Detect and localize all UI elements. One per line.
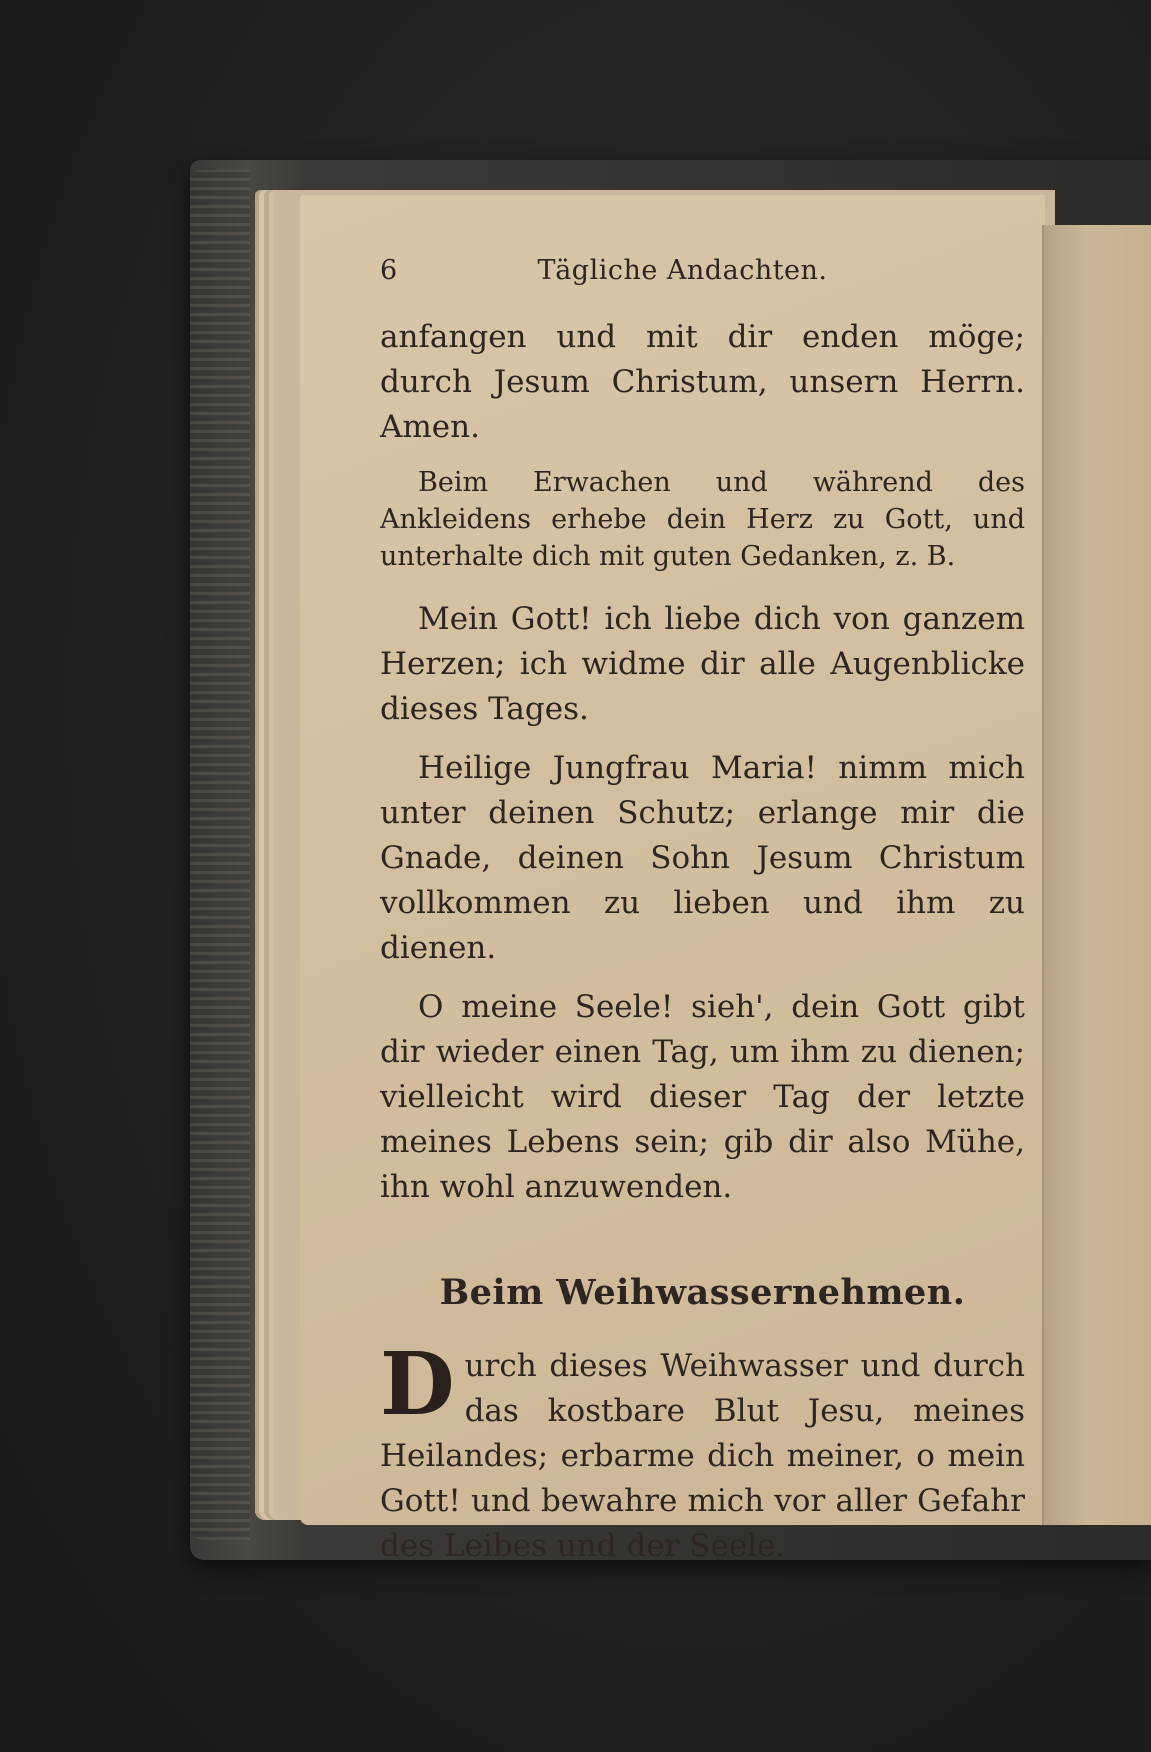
- paragraph-3: Mein Gott! ich liebe dich von ganzem Herzen; ich widme dir alle Augenblicke dieses Tages.: [380, 601, 1025, 727]
- section-paragraph: [380, 1334, 1025, 1569]
- page-header: [380, 255, 1025, 315]
- paragraph-4: Heilige Jungfrau Maria! nimm mich unter deinen Schutz; erlange mir die Gnade, deinen Sohn Jesum Christum vollkommen zu lieben und ihm zu dienen.: [380, 750, 1025, 966]
- drop-cap: D: [380, 1334, 455, 1435]
- section-text: urch dieses Weihwasser und durch das kostbare Blut Jesu, meines Heilandes; erbarme dich meiner, o mein Gott! und bewahre mich vor aller Gefahr des Leibes und der Seele.: [380, 1348, 1025, 1564]
- paragraph-5: O meine Seele! sieh', dein Gott gibt dir wieder einen Tag, um ihm zu dienen; vielleicht wird dieser Tag der letzte meines Lebens sein; gib dir also Mühe, ihn wohl anzuwenden.: [380, 989, 1025, 1205]
- page-text: [380, 255, 1025, 1600]
- facing-page-edge: [1042, 225, 1151, 1525]
- book-spine: [190, 170, 250, 1540]
- page-number: 6: [380, 255, 398, 286]
- paragraph-2: Beim Erwachen und während des Ankleidens erhebe dein Herz zu Gott, und unterhalte dich mit guten Gedanken, z. B.: [380, 467, 1025, 572]
- section-heading: Beim Weihwassernehmen.: [439, 1272, 966, 1313]
- paragraph-1: anfangen und mit dir enden möge; durch Jesum Christum, unsern Herrn. Amen.: [380, 319, 1025, 445]
- running-title: Tägliche Andachten.: [537, 255, 828, 286]
